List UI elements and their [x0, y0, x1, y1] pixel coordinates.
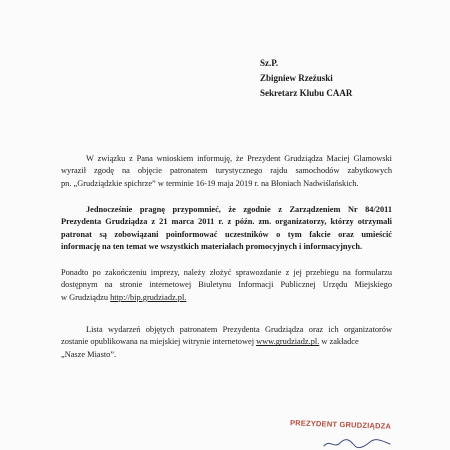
paragraph-line: dostępnym na stronie internetowej Biuletynu Informacji Publicznej Urzędu Miejskiego — [61, 280, 392, 290]
recipient-salutation: Sz.P. — [260, 58, 279, 68]
line-prefix: zostanie opublikowana na miejskiej witrynie internetowej — [61, 337, 257, 347]
paragraph-line: Jednocześnie pragnę przypomnieć, że zgodnie z Zarządzeniem Nr 84/2011 — [86, 205, 392, 214]
paragraph-events-list — [61, 324, 392, 361]
paragraph-line — [61, 292, 392, 304]
paragraph-line: Prezydenta Grudziądza z 21 marca 2011 r. z późn. zm. organizatorzy, którzy otrzymali — [61, 217, 392, 227]
paragraph-report — [61, 267, 392, 304]
recipient-block — [260, 56, 352, 101]
paragraph-line: pn. „Grudziądzkie spichrze” w terminie 16-19 maja 2019 r. na Błoniach Nadwiślańskich. — [61, 178, 359, 188]
paragraph-reminder — [61, 204, 392, 254]
website-link[interactable]: www.grudziadz.pl. — [256, 337, 320, 347]
paragraph-line: W związku z Pana wnioskiem informuję, że Prezydent Grudziądza Maciej Glamowski — [86, 154, 392, 163]
paragraph-line: patronat są zobowiązani poinformować uczestników o tym fakcie oraz umieścić — [61, 229, 392, 239]
paragraph-line: wyraził zgodę na objęcie patronatem turystycznego rajdu samochodów zabytkowych — [61, 166, 392, 176]
official-stamp: PREZYDENT GRUDZIĄDZA — [289, 418, 392, 431]
paragraph-consent — [61, 153, 392, 190]
bip-link[interactable]: http://bip.grudziadz.pl. — [110, 292, 187, 302]
paragraph-line: Lista wydarzeń objętych patronatem Prezydenta Grudziądza oraz ich organizatorów — [86, 325, 392, 334]
line-prefix: w Grudziądzu — [61, 292, 111, 302]
line-suffix: w zakładce — [319, 337, 359, 347]
signature-icon — [322, 437, 392, 450]
paragraph-line: informację na ten temat we wszystkich materiałach promocyjnych i informacyjnych. — [61, 242, 363, 252]
paragraph-line: Ponadto po zakończeniu imprezy, należy złożyć sprawozdanie z jej przebiegu na formularzu — [61, 268, 392, 277]
recipient-position: Sekretarz Klubu CAAR — [260, 88, 353, 98]
paragraph-line: „Nasze Miasto”. — [61, 349, 117, 359]
paragraph-line — [61, 336, 392, 348]
recipient-name: Zbigniew Rzeźuski — [260, 73, 333, 83]
